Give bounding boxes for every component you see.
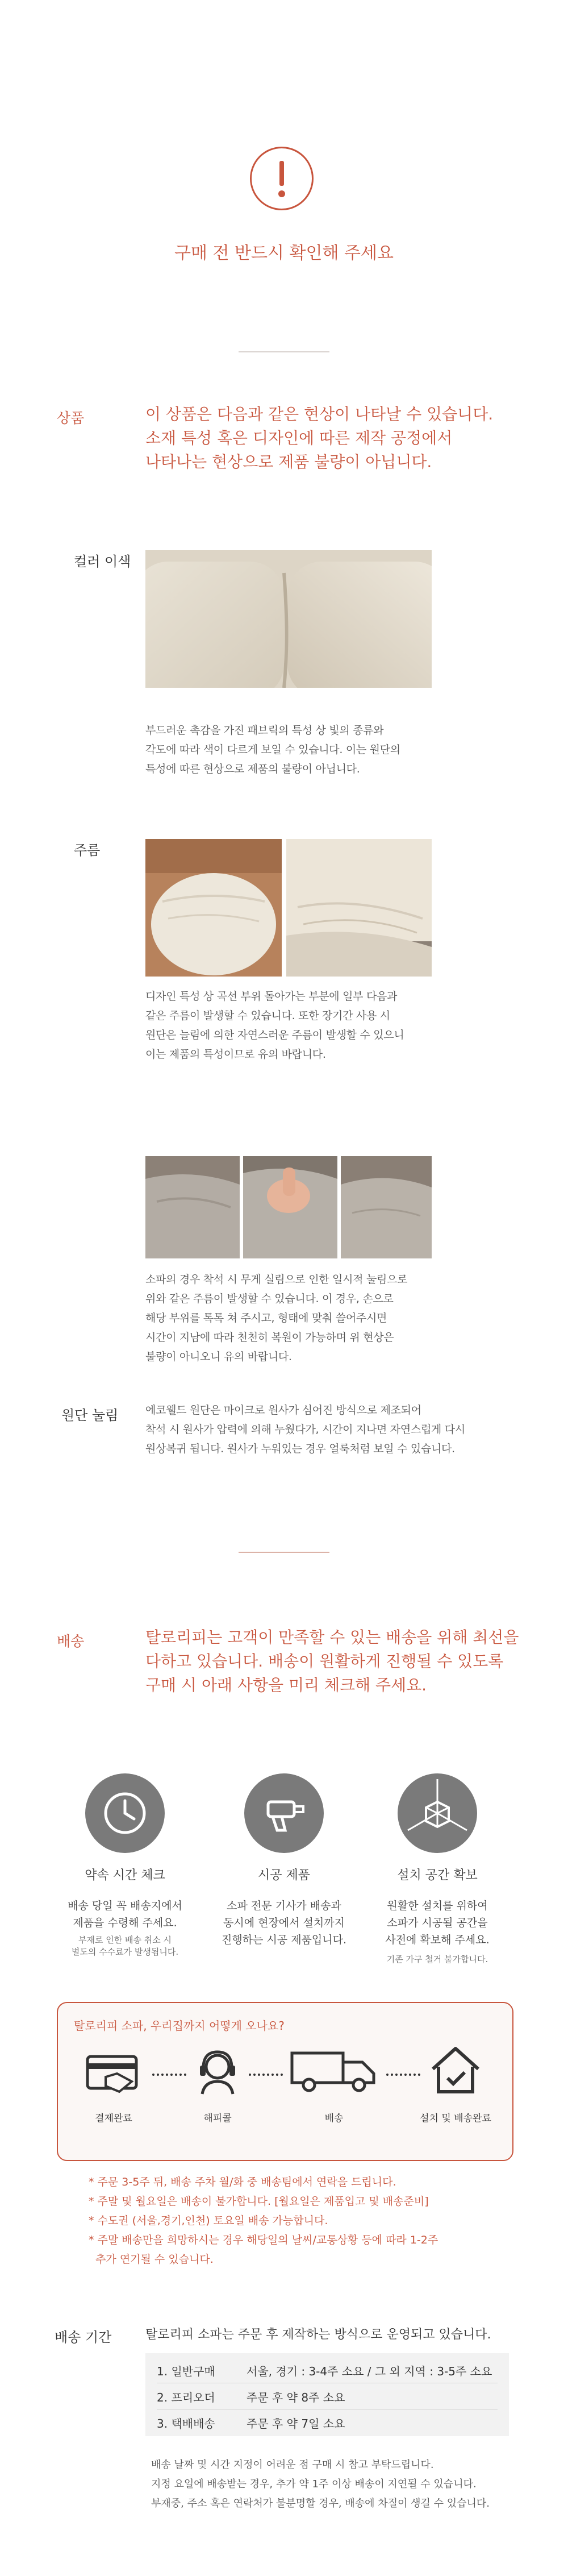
schedule-footnotes	[151, 2455, 490, 2513]
schedule-row-name: 2. 프리오더	[157, 2391, 215, 2404]
subsection-label-wrinkle: 주름	[74, 842, 101, 858]
section-label-product: 상품	[57, 410, 85, 426]
process-step-label: 결제완료	[95, 2113, 132, 2124]
delivery-intro	[145, 1626, 519, 1697]
house-check-icon	[427, 2044, 484, 2097]
text-line: 부드러운 촉감을 가진 패브릭의 특성 상 빛의 종류와	[145, 724, 384, 737]
clock-icon	[85, 1773, 165, 1853]
text-line: 착석 시 원사가 압력에 의해 누웠다가, 시간이 지나면 자연스럽게 다시	[145, 1423, 465, 1436]
schedule-row-value: 주문 후 약 7일 소요	[247, 2417, 345, 2430]
text-line: 불량이 아니오니 유의 바랍니다.	[145, 1351, 292, 1363]
process-step-label: 해피콜	[203, 2113, 232, 2124]
text-line: 소파의 경우 착석 시 무게 실림으로 인한 일시적 눌림으로	[145, 1273, 408, 1286]
divider	[239, 1552, 329, 1553]
press-photo-3	[341, 1156, 432, 1258]
press-photo-2	[243, 1156, 337, 1258]
note-line: * 주말 배송만을 희망하시는 경우 해당일의 날씨/교통상황 등에 따라 1-2주	[89, 2234, 438, 2246]
subsection-label-fabric-press: 원단 눌림	[61, 1407, 119, 1423]
service-title: 시공 제품	[257, 1868, 310, 1883]
delivery-intro-line: 다하고 있습니다. 배송이 원활하게 진행될 수 있도록	[145, 1652, 504, 1671]
foot-note-line: 배송 날짜 및 시간 지정이 어려운 점 구매 시 참고 부탁드립니다.	[151, 2459, 434, 2471]
text-line: 제품을 수령해 주세요.	[73, 1917, 177, 1929]
service-desc	[48, 1897, 202, 1931]
headset-icon	[192, 2045, 243, 2099]
color-diff-text	[145, 721, 400, 779]
exclamation-icon	[250, 147, 314, 210]
text-line: 기존 가구 철거 불가합니다.	[386, 1954, 488, 1964]
fabric-color-photo	[145, 550, 432, 688]
schedule-intro: 탈로리피 소파는 주문 후 제작하는 방식으로 운영되고 있습니다.	[145, 2328, 491, 2342]
schedule-row-name: 3. 택배배송	[157, 2417, 215, 2430]
text-line: 소파 전문 기사가 배송과	[227, 1900, 341, 1912]
schedule-row-value: 주문 후 약 8주 소요	[247, 2391, 345, 2404]
dash-connector	[386, 2074, 420, 2076]
text-line: 디자인 특성 상 곡선 부위 돌아가는 부분에 일부 다음과	[145, 990, 398, 1003]
card-icon	[83, 2049, 145, 2096]
box-space-icon	[398, 1773, 477, 1853]
delivery-notes	[89, 2172, 438, 2269]
service-title: 설치 공간 확보	[397, 1868, 478, 1883]
process-title: 탈로리피 소파, 우리집까지 어떻게 오나요?	[74, 2019, 285, 2033]
text-line: 같은 주름이 발생할 수 있습니다. 또한 장기간 사용 시	[145, 1009, 390, 1022]
note-line: * 수도권 (서울,경기,인천) 토요일 배송 가능합니다.	[89, 2214, 328, 2227]
foot-note-line: 지정 요일에 배송받는 경우, 추가 약 1주 이상 배송이 지연될 수 있습니다.	[151, 2478, 477, 2490]
text-line: 원활한 설치를 위하여	[387, 1900, 488, 1912]
wrinkle-photo-2	[286, 839, 432, 977]
text-line: 소파가 시공될 공간을	[387, 1917, 488, 1929]
text-line: 별도의 수수료가 발생됩니다.	[71, 1947, 179, 1957]
service-title: 약속 시간 체크	[85, 1868, 165, 1883]
text-line: 사전에 확보해 주세요.	[385, 1934, 490, 1946]
text-line: 위와 같은 주름이 발생할 수 있습니다. 이 경우, 손으로	[145, 1293, 394, 1305]
text-line: 원단은 늘림에 의한 자연스러운 주름이 발생할 수 있으니	[145, 1029, 404, 1041]
fabric-press-text	[145, 1401, 465, 1459]
text-line: 각도에 따라 색이 다르게 보일 수 있습니다. 이는 원단의	[145, 743, 400, 756]
service-note	[48, 1934, 202, 1958]
wrinkle-text-1	[145, 987, 404, 1064]
dash-connector	[249, 2074, 283, 2076]
delivery-intro-line: 탈로리피는 고객이 만족할 수 있는 배송을 위해 최선을	[145, 1628, 519, 1647]
wrinkle-text-2	[145, 1270, 407, 1366]
delivery-intro-line: 구매 시 아래 사항을 미리 체크해 주세요.	[145, 1676, 427, 1694]
product-intro-line: 이 상품은 다음과 같은 현상이 나타날 수 있습니다.	[145, 405, 494, 423]
dash-connector	[152, 2074, 186, 2076]
service-desc	[361, 1897, 514, 1948]
text-line: 부재로 인한 배송 취소 시	[78, 1935, 172, 1945]
text-line: 진행하는 시공 제품입니다.	[221, 1934, 346, 1946]
text-line: 시간이 지남에 따라 천천히 복원이 가능하며 위 현상은	[145, 1331, 394, 1344]
service-note	[361, 1953, 514, 1965]
page-title: 구매 전 반드시 확인해 주세요	[174, 243, 394, 263]
note-line: * 주말 및 월요일은 배송이 불가합니다. [월요일은 제품입고 및 배송준비]	[89, 2195, 429, 2208]
note-line: 추가 연기될 수 있습니다.	[89, 2253, 214, 2266]
text-line: 특성에 따른 현상으로 제품의 불량이 아닙니다.	[145, 763, 360, 775]
foot-note-line: 부재중, 주소 혹은 연락처가 불분명할 경우, 배송에 차질이 생길 수 있습니다.	[151, 2498, 490, 2509]
service-desc	[207, 1897, 361, 1948]
text-line: 배송 당일 꼭 배송지에서	[68, 1900, 182, 1912]
section-label-delivery: 배송	[57, 1633, 85, 1650]
text-line: 이는 제품의 특성이므로 유의 바랍니다.	[145, 1048, 326, 1061]
wrinkle-photo-1	[145, 839, 282, 977]
schedule-row-name: 1. 일반구매	[157, 2365, 215, 2378]
subsection-label-color: 컬러 이색	[74, 554, 131, 570]
process-step-label: 배송	[324, 2113, 344, 2124]
product-intro	[145, 402, 493, 474]
schedule-row-value: 서울, 경기 : 3-4주 소요 / 그 외 지역 : 3-5주 소요	[247, 2365, 492, 2378]
note-line: * 주문 3-5주 뒤, 배송 주차 월/화 중 배송팀에서 연락을 드립니다.	[89, 2176, 396, 2188]
truck-icon	[289, 2049, 379, 2096]
text-line: 해당 부위를 톡톡 쳐 주시고, 형태에 맞춰 쓸어주시면	[145, 1312, 387, 1324]
section-label-schedule: 배송 기간	[55, 2329, 112, 2345]
divider	[239, 351, 329, 352]
text-line: 에코웰드 원단은 마이크로 원사가 심어진 방식으로 제조되어	[145, 1404, 421, 1416]
product-intro-line: 나타나는 현상으로 제품 불량이 아닙니다.	[145, 452, 432, 471]
product-intro-line: 소재 특성 혹은 디자인에 따른 제작 공정에서	[145, 429, 453, 447]
drill-icon	[244, 1773, 324, 1853]
process-step-label: 설치 및 배송완료	[420, 2113, 491, 2124]
press-photo-1	[145, 1156, 240, 1258]
text-line: 원상복귀 됩니다. 원사가 누워있는 경우 얼룩처럼 보일 수 있습니다.	[145, 1443, 455, 1455]
text-line: 동시에 현장에서 설치까지	[223, 1917, 345, 1929]
